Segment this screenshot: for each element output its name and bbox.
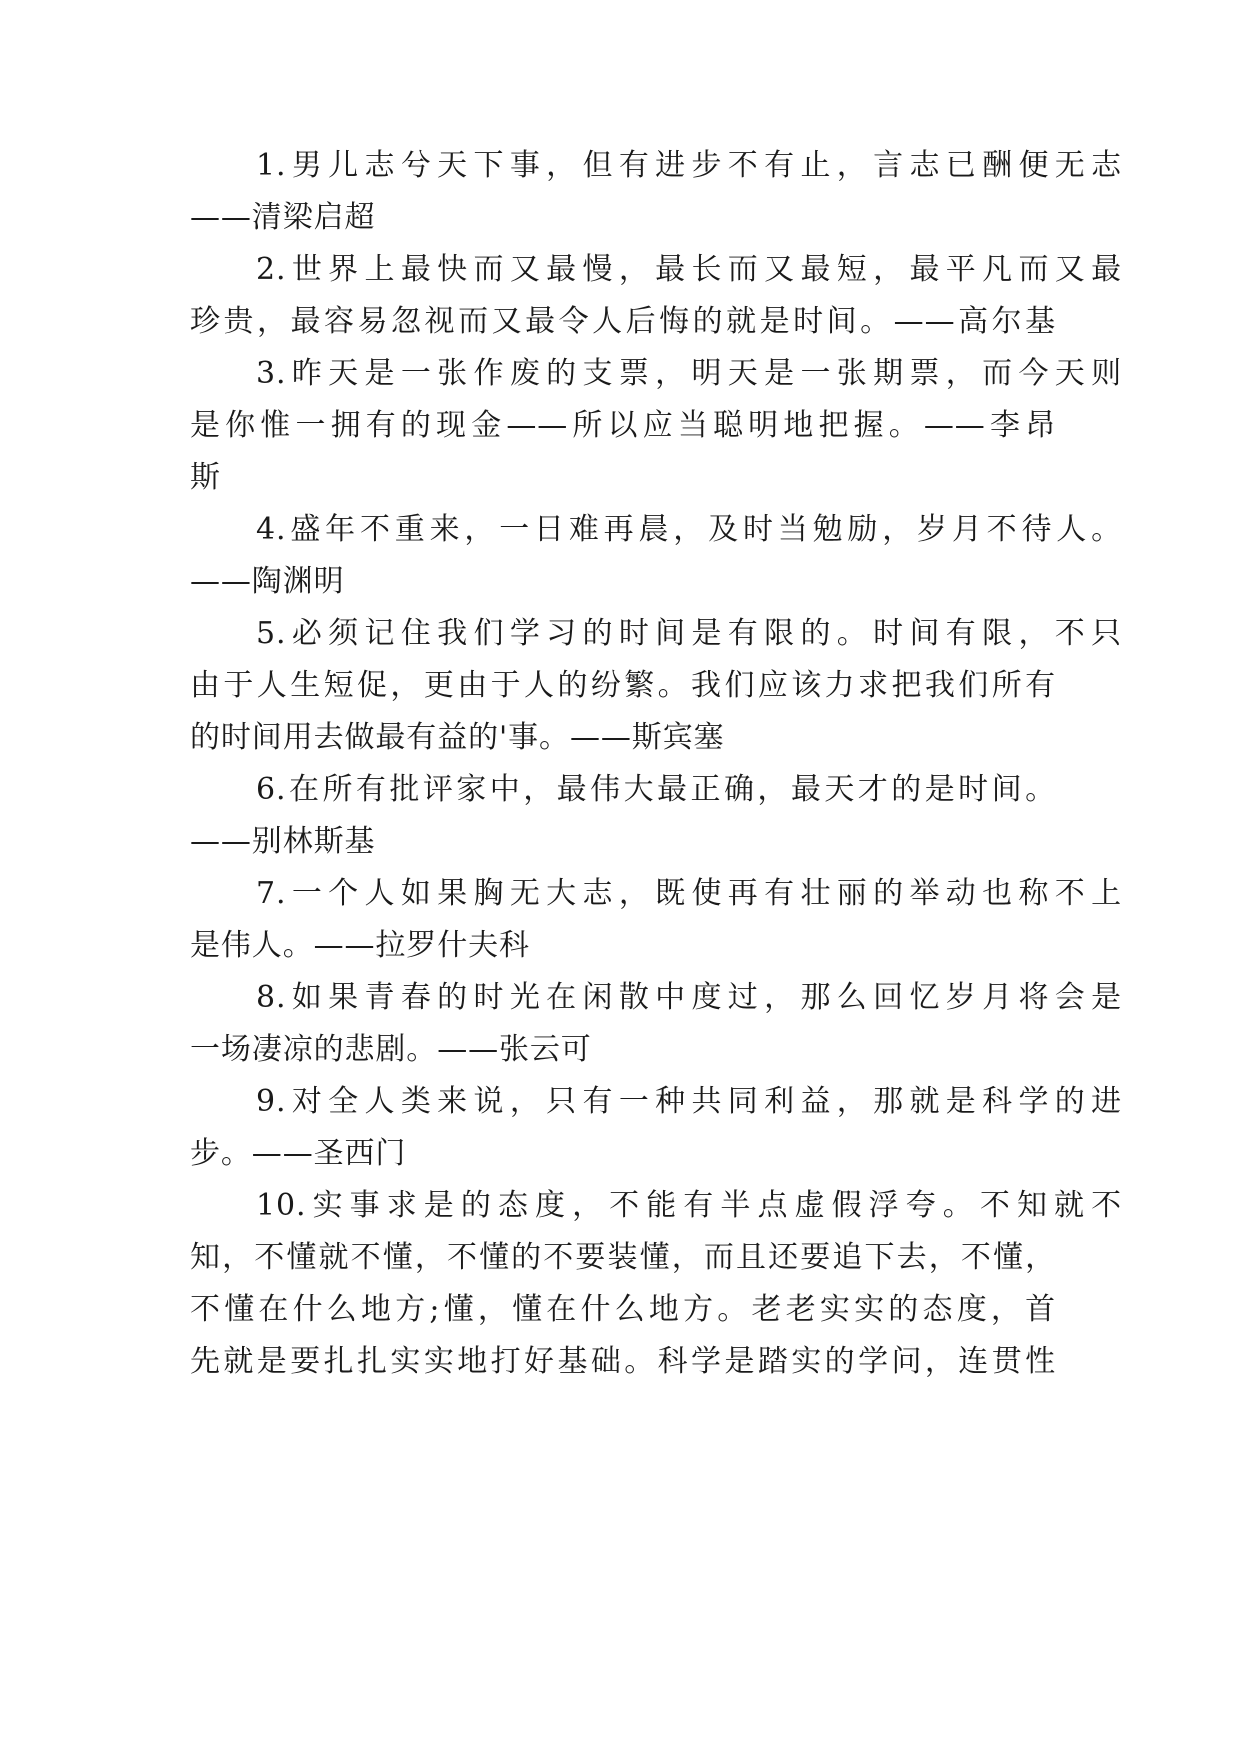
quote-9-line-2: 步。——圣西门 (190, 1136, 407, 1171)
quote-5-line-2: 由于人生短促，更由于人的纷繁。我们应该力求把我们所有 (190, 668, 1056, 703)
quote-7-line-2: 是伟人。——拉罗什夫科 (190, 928, 530, 963)
quote-10-line-3: 不懂在什么地方;懂，懂在什么地方。老老实实的态度，首 (190, 1292, 1056, 1327)
quote-3-line-2: 是你惟一拥有的现金——所以应当聪明地把握。——李昂 (190, 408, 1056, 443)
quote-3-line-1: 3.昨天是一张作废的支票，明天是一张期票，而今天则 (256, 356, 1122, 391)
quote-10-line-2: 知，不懂就不懂，不懂的不要装懂，而且还要追下去，不懂， (190, 1240, 1056, 1275)
quote-10-line-4: 先就是要扎扎实实地打好基础。科学是踏实的学问，连贯性 (190, 1344, 1056, 1379)
quote-10-line-1: 10.实事求是的态度，不能有半点虚假浮夸。不知就不 (256, 1188, 1122, 1223)
quote-2-line-1: 2.世界上最快而又最慢，最长而又最短，最平凡而又最 (256, 252, 1122, 287)
quote-2-line-2: 珍贵，最容易忽视而又最令人后悔的就是时间。——高尔基 (190, 304, 1056, 339)
quote-5-line-1: 5.必须记住我们学习的时间是有限的。时间有限，不只 (256, 616, 1122, 651)
quote-6-line-1: 6.在所有批评家中，最伟大最正确，最天才的是时间。 (256, 772, 1056, 807)
quote-6-line-2: ——别林斯基 (190, 824, 376, 859)
quote-8-line-2: 一场凄凉的悲剧。——张云可 (190, 1032, 592, 1067)
quote-4-line-2: ——陶渊明 (190, 564, 345, 599)
quote-5-line-3: 的时间用去做最有益的'事。——斯宾塞 (190, 720, 725, 755)
quote-9-line-1: 9.对全人类来说，只有一种共同利益，那就是科学的进 (256, 1084, 1122, 1119)
quote-3-line-3: 斯 (190, 460, 221, 495)
quote-1-line-1: 1.男儿志兮天下事，但有进步不有止，言志已酬便无志 (256, 148, 1122, 183)
quote-8-line-1: 8.如果青春的时光在闲散中度过，那么回忆岁月将会是 (256, 980, 1122, 1015)
quote-4-line-1: 4.盛年不重来，一日难再晨，及时当勉励，岁月不待人。 (256, 512, 1122, 547)
quote-7-line-1: 7.一个人如果胸无大志，既使再有壮丽的举动也称不上 (256, 876, 1122, 911)
quote-1-line-2: ——清梁启超 (190, 200, 376, 235)
